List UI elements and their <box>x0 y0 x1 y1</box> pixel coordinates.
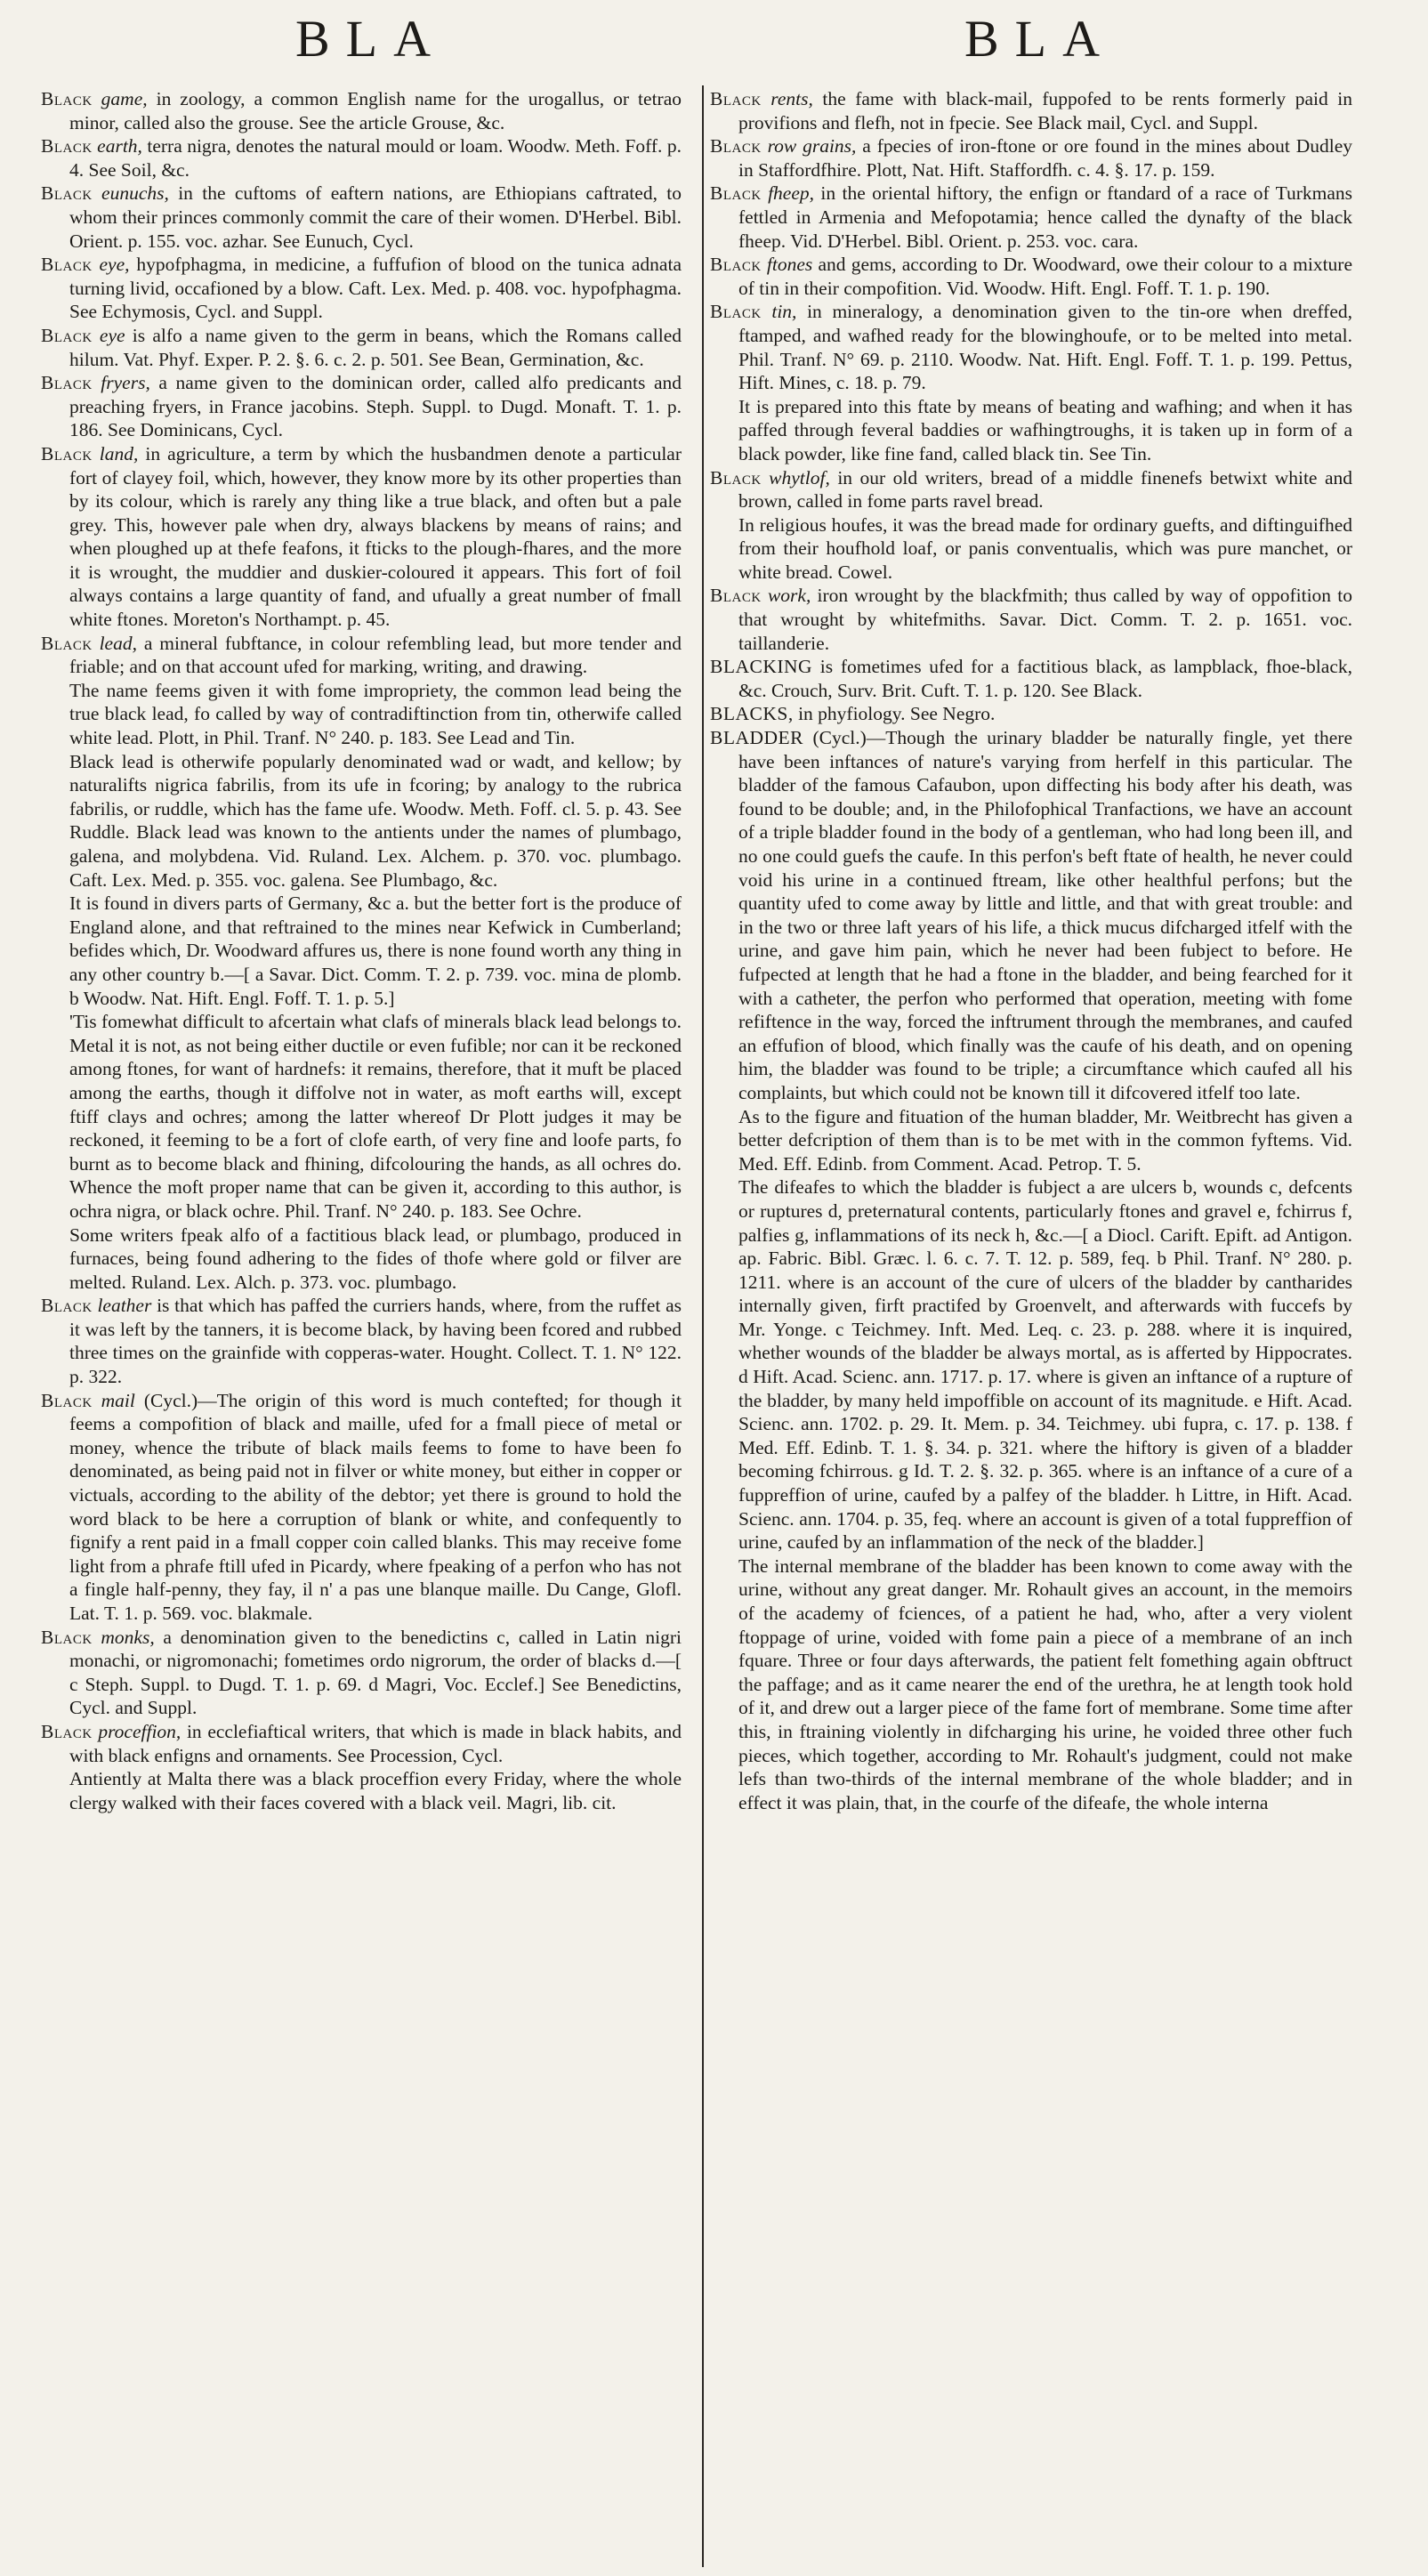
entry-text: a mineral fubftance, in colour refembling lead, but more tender and friable; and on that account ufed for marking, writing, and drawing. <box>69 632 682 678</box>
entry-paragraph <box>41 679 682 750</box>
dictionary-entry <box>41 442 682 632</box>
entry-term: eye <box>99 324 125 346</box>
entry-text: is alfo a name given to the germ in beans, which the Romans called hilum. Vat. Phyf. Exper. P. 2. §. 6. c. 2. p. 501. See Bean, Germination, &c. <box>69 324 682 370</box>
entry-text: in ecclefiaftical writers, that which is made in black habits, and with black enfigns and ornaments. See Procession, Cycl. <box>69 1720 682 1766</box>
left-column <box>41 87 682 1814</box>
entry-paragraph <box>41 1010 682 1223</box>
entry-headword: Black <box>41 442 93 464</box>
entry-text: Antiently at Malta there was a black proceffion every Friday, where the whole clergy walked with their faces covered with a black veil. Magri, lib. cit. <box>69 1768 682 1813</box>
entry-headword: Black <box>41 324 93 346</box>
column-divider <box>702 85 704 2567</box>
entry-term: eunuchs, <box>101 182 169 205</box>
entry-headword: Black <box>710 301 762 323</box>
entry-text: and gems, according to Dr. Woodward, owe their colour to a mixture of tin in their compofition. Vid. Woodw. Hift. Engl. Foff. T. 1. p. 190. <box>738 254 1353 299</box>
dictionary-entry <box>710 655 1352 702</box>
entry-text: terra nigra, denotes the natural mould or loam. Woodw. Meth. Foff. p. 4. See Soil, &c. <box>69 135 682 181</box>
entry-headword: Black <box>41 1720 93 1742</box>
entry-headword: Black <box>710 182 762 205</box>
entry-text: a name given to the dominican order, called alfo predicants and preaching fryers, in France jacobins. Steph. Suppl. to Dugd. Monaft. T. 1. p. 186. See Dominicans, Cycl. <box>69 372 682 441</box>
dictionary-entry <box>710 300 1352 394</box>
entry-text: Some writers fpeak alfo of a factitious black lead, or plumbago, produced in furnaces, being found adhering to the fides of thofe where gold or filver are melted. Ruland. Lex. Alch. p. 373. voc. plumbago. <box>69 1223 682 1293</box>
entry-text: The name feems given it with fome impropriety, the common lead being the true black lead, fo called by way of contradiftinction from tin, otherwife called white lead. Plott, in Phil. Tranf. N° 240. p. 183. See Lead and Tin. <box>69 679 682 749</box>
entry-headword: Black <box>41 182 93 205</box>
dictionary-entry <box>41 134 682 182</box>
entry-text: The difeafes to which the bladder is fubject a are ulcers b, wounds c, defcents or ruptures d, preternatural contents, particularly ftones and gravel e, fchirrus f, palfies g, inflammations of its neck h, &c.—[ a Diocl. Carift. Epift. ad Antigon. ap. Fabric. Bibl. Græc. l. 6. c. 7. T. 12. p. 589, feq. b Phil. Tranf. N° 280. p. 1211. where is an account of the cure of ulcers of the bladder by cantharides internally given, firft practifed by Groenvelt, and afterwards with fuccefs by Mr. Yonge. c Teichmey. Inft. Med. Leq. c. 23. p. 288. where it is inquired, whether wounds of the bladder be always mortal, as is afferted by Hippocrates. d Hift. Acad. Scienc. ann. 1717. p. 17. where is given an inftance of a rupture of the bladder, by many held impoffible on account of its magnitude. e Hift. Acad. Scienc. ann. 1702. p. 29. It. Mem. p. 34. Teichmey. ubi fupra, c. 17. p. 138. f Med. Eff. Edinb. T. 1. §. 34. p. 321. where the hiftory is given of a bladder becoming fchirrous. g Id. T. 2. §. 32. p. 365. where is an inftance of a cure of a fuppreffion of urine, caufed by a palfey of the bladder. h Littre, in Hift. Acad. Scienc. ann. 1704. p. 35, feq. where an account is given of a total fuppreffion of urine, caufed by an inflammation of the neck of the bladder.] <box>738 1176 1352 1554</box>
entry-paragraph <box>710 513 1352 585</box>
dictionary-entry <box>41 1389 682 1626</box>
entry-text: in the oriental hiftory, the enfign or ftandard of a race of Turkmans fettled in Armenia and Mefopotamia; hence called the dynafty of the black fheep. Vid. D'Herbel. Bibl. Orient. p. 253. voc. cara. <box>738 182 1353 252</box>
entry-text: in our old writers, bread of a middle finenefs betwixt white and brown, called in fome parts ravel bread. <box>738 466 1353 513</box>
entry-headword: BLADDER <box>710 727 804 749</box>
entry-text: It is found in divers parts of Germany, &c a. but the better fort is the produce of England alone, and that reftrained to the mines near Kefwick in Cumberland; befides which, Dr. Woodward affures us, there is none found worth any thing in any other country b.—[ a Savar. Dict. Comm. T. 2. p. 739. voc. mina de plomb. b Woodw. Nat. Hift. Engl. Foff. T. 1. p. 5.] <box>69 892 682 1009</box>
entry-term: eye, <box>99 254 130 276</box>
dictionary-entry <box>710 134 1352 182</box>
dictionary-entry <box>41 1626 682 1720</box>
dictionary-entry <box>710 253 1352 300</box>
header-left-guideword: BLA <box>295 10 447 68</box>
dictionary-entry <box>41 324 682 371</box>
entry-text: in phyfiology. See Negro. <box>793 703 996 725</box>
right-column <box>710 87 1352 1814</box>
entry-text: (Cycl.)—The origin of this word is much contefted; for though it feems a compofition of black and maille, ufed for a fmall piece of metal or money, whence the tribute of black mails feems to fome to have been fo denominated, as being paid not in filver or white money, but either in copper or victuals, according to the ability of the debtor; yet there is ground to hold the word black to be here a corruption of blank or white, and confequently to fignify a rent paid in a fmall copper coin called blanks. This may receive fome light from a phrafe ftill ufed in Picardy, where fpeaking of a perfon who has not a fingle half-penny, they fay, il n' a pas une blanque maille. Du Cange, Glofl. Lat. T. 1. p. 569. voc. blakmale. <box>69 1389 682 1624</box>
entry-headword: Black <box>41 1295 93 1317</box>
entry-headword: Black <box>41 88 93 109</box>
entry-headword: Black <box>41 1389 93 1411</box>
entry-text: is fometimes ufed for a factitious black, as lampblack, fhoe-black, &c. Crouch, Surv. Brit. Cuft. T. 1. p. 120. See Black. <box>738 656 1352 701</box>
entry-text: It is prepared into this ftate by means of beating and wafhing; and when it has paffed through feveral baddies or wafhingtroughs, it is taken up in form of a black powder, like fine fand, called black tin. See Tin. <box>738 395 1352 464</box>
entry-text: As to the figure and fituation of the human bladder, Mr. Weitbrecht has given a better defcription of them than is to be met with in the common fyftems. Vid. Med. Eff. Edinb. from Comment. Acad. Petrop. T. 5. <box>738 1105 1352 1175</box>
entry-term: whytlof, <box>769 466 830 489</box>
entry-term: earth, <box>97 135 142 157</box>
entry-text: hypofphagma, in medicine, a fuffufion of blood on the tunica adnata turning livid, occafioned by a blow. Caft. Lex. Med. p. 408. voc. hypofphagma. See Echymosis, Cycl. and Suppl. <box>69 254 682 323</box>
entry-text: the fame with black-mail, fuppofed to be rents formerly paid in provifions and flefh, not in fpecie. See Black mail, Cycl. and Suppl. <box>738 88 1353 133</box>
dictionary-entry <box>41 182 682 253</box>
dictionary-entry <box>41 87 682 134</box>
entry-text: in mineralogy, a denomination given to the tin-ore when dreffed, ftamped, and wafhed ready for the blowinghoufe, or to be melted into metal. Phil. Tranf. N° 69. p. 2110. Woodw. Nat. Hift. Engl. Foff. T. 1. p. 199. Pettus, Hift. Mines, c. 18. p. 79. <box>738 301 1353 394</box>
entry-term: ftones <box>766 254 813 276</box>
entry-headword: Black <box>41 135 93 157</box>
entry-term: lead, <box>99 632 137 654</box>
entry-term: monks, <box>101 1626 155 1648</box>
entry-paragraph <box>710 1554 1352 1815</box>
entry-text: The internal membrane of the bladder has been known to come away with the urine, without any great danger. Mr. Rohault gives an account, in the memoirs of the academy of fciences, of a patient he had, who, after a very violent ftoppage of urine, voided with fome pain a piece of a membrane of an inch fquare. Three or four days afterwards, the patient felt fomething again obftruct the paffage; and as it came nearer the end of the urethra, he at length took hold of it, and drew out a larger piece of the fame fort of membrane. Some time after this, in ftraining violently in difcharging his urine, he voided three other fuch pieces, which together, according to Mr. Rohault's judgment, could not make lefs than two-thirds of the internal membrane of the whole bladder; and in effect it was plain, that, in the courfe of the difeafe, the whole interna <box>738 1554 1352 1813</box>
entry-headword: Black <box>710 585 762 607</box>
entry-text: (Cycl.)—Though the urinary bladder be naturally fingle, yet there have been inftances of nature's varying from herfelf in this particular. The bladder of the famous Cafaubon, upon diffecting his body after his death, was found to be double; and, in the Philofophical Tranfactions, we have an account of a triple bladder found in the body of a gentleman, who had long been ill, and no one could guefs the caufe. In this perfon's beft ftate of health, he never could void his urine in a continued ftream, like other healthful perfons; but the quantity ufed to come away by little and little, and that with great trouble: and in the two or three laft years of his life, a thick mucus difcharged itfelf with the urine, and gave him pain, which he never had been fubject to before. He fufpected at length that he had a ftone in the bladder, and being fearched for it with a catheter, the perfon who performed that operation, meeting with fome refiftence in the way, forced the inftrument through the membranes, and caufed an effufion of blood, which finally was the caufe of his death, and on opening him, the bladder was found to be triple; a circumftance which caufed all his complaints, but which could not be known till it difcovered itfelf too late. <box>738 727 1352 1103</box>
header-right-guideword: BLA <box>964 10 1116 68</box>
entry-headword: Black <box>710 135 762 157</box>
entry-paragraph <box>41 1223 682 1295</box>
entry-paragraph <box>41 892 682 1010</box>
dictionary-entry <box>710 584 1352 655</box>
entry-term: rents, <box>770 88 813 109</box>
entry-term: fryers, <box>101 372 150 394</box>
dictionary-entry <box>710 182 1352 253</box>
entry-text: in zoology, a common English name for the urogallus, or tetrao minor, called also the grouse. See the article Grouse, &c. <box>69 88 682 133</box>
dictionary-entry <box>710 466 1352 513</box>
dictionary-entry <box>41 371 682 442</box>
entry-text: in agriculture, a term by which the husbandmen denote a particular fort of clayey foil, which, however, they know more by its other properties than by its colour, which is rarely any thing like a true black, and often but a pale grey. This, however pale when dry, always blackens by means of rains; and when ploughed up at thefe feafons, it fticks to the plough-fhares, and the more it is wrought, the muddier and duskier-coloured it appears. This fort of foil always contains a large quantity of fand, and ufually a great number of fmall white ftones. Moreton's Northampt. p. 45. <box>69 442 682 631</box>
entry-text: In religious houfes, it was the bread made for ordinary guefts, and diftinguifhed from their houfhold loaf, or panis conventualis, which was pure manchet, or white bread. Cowel. <box>738 513 1352 583</box>
entry-term: mail <box>101 1389 135 1411</box>
entry-headword: Black <box>710 254 762 276</box>
entry-term: game, <box>101 88 148 109</box>
entry-term: tin, <box>771 301 797 323</box>
entry-paragraph <box>710 395 1352 466</box>
entry-term: proceffion, <box>98 1720 182 1742</box>
entry-text: 'Tis fomewhat difficult to afcertain what clafs of minerals black lead belongs to. Metal it is not, as not being either ductile or even fufible; nor can it be reckoned among ftones, for want of hardnefs: it remains, therefore, that it muft be placed among the earths, though it diffolve not in water, as moft earths will, except ftiff clays and ochres; among the latter whereof Dr Plott judges it may be reckoned, it feeming to be a fort of clofe earth, of very fine and loofe parts, fo burnt as to become black and fhining, difcolouring the hands, as all ochres do. Whence the moft proper name that can be given it, according to this author, is ochra nigra, or black ochre. Phil. Tranf. N° 240. p. 183. See Ochre. <box>69 1011 682 1222</box>
entry-paragraph <box>710 1105 1352 1176</box>
dictionary-entry <box>41 632 682 679</box>
entry-paragraph <box>41 750 682 892</box>
entry-text: iron wrought by the blackfmith; thus called by way of oppofition to that wrought by whitefmiths. Savar. Dict. Comm. T. 2. p. 1651. voc. taillanderie. <box>738 585 1353 654</box>
entry-headword: Black <box>41 1626 93 1648</box>
entry-term: leather <box>97 1295 152 1317</box>
entry-term: land, <box>99 442 139 464</box>
entry-term: fheep, <box>768 182 815 205</box>
entry-headword: BLACKS, <box>710 703 794 725</box>
entry-headword: Black <box>41 254 93 276</box>
entry-headword: BLACKING <box>710 656 813 678</box>
entry-text: a denomination given to the benedictins c, called in Latin nigri monachi, or nigromonachi; fometimes ordo nigrorum, the order of blacks d.—[ c Steph. Suppl. to Dugd. T. 1. p. 69. d Magri, Voc. Ecclef.] See Benedictins, Cycl. and Suppl. <box>69 1626 682 1719</box>
entry-paragraph <box>41 1767 682 1814</box>
dictionary-entry <box>41 1294 682 1388</box>
entry-term: work, <box>767 585 811 607</box>
entry-headword: Black <box>41 632 93 654</box>
running-header <box>0 9 1428 80</box>
entry-headword: Black <box>710 88 762 109</box>
dictionary-entry <box>41 253 682 324</box>
dictionary-entry <box>710 726 1352 1105</box>
entry-text: Black lead is otherwife popularly denominated wad or wadt, and kellow; by naturalifts nigrica fabrilis, from its ufe in fcoring; by analogy to the rubrica fabrilis, or ruddle, which has the fame ufe. Woodw. Meth. Foff. cl. 5. p. 43. See Ruddle. Black lead was known to the antients under the names of plumbago, galena, and molybdena. Vid. Ruland. Lex. Alchem. p. 370. voc. plumbago. Caft. Lex. Med. p. 355. voc. galena. See Plumbago, &c. <box>69 750 682 891</box>
dictionary-entry <box>41 1720 682 1767</box>
dictionary-entry <box>710 702 1352 726</box>
entry-text: is that which has paffed the curriers hands, where, from the ruffet as it was left by the tanners, it is become black, by having been fcored and rubbed three times on the grainfide with copperas-water. Hought. Collect. T. 1. N° 122. p. 322. <box>69 1295 682 1388</box>
entry-text: in the cuftoms of eaftern nations, are Ethiopians caftrated, to whom their princes commonly commit the care of their women. D'Herbel. Bibl. Orient. p. 155. voc. azhar. See Eunuch, Cycl. <box>69 182 682 252</box>
entry-term: row grains, <box>767 135 857 157</box>
entry-text: a fpecies of iron-ftone or ore found in the mines about Dudley in Staffordfhire. Plott, Nat. Hift. Staffordfh. c. 4. §. 17. p. 159. <box>738 135 1353 181</box>
dictionary-entry <box>710 87 1352 134</box>
entry-headword: Black <box>41 372 93 394</box>
entry-headword: Black <box>710 466 762 489</box>
entry-paragraph <box>710 1175 1352 1554</box>
